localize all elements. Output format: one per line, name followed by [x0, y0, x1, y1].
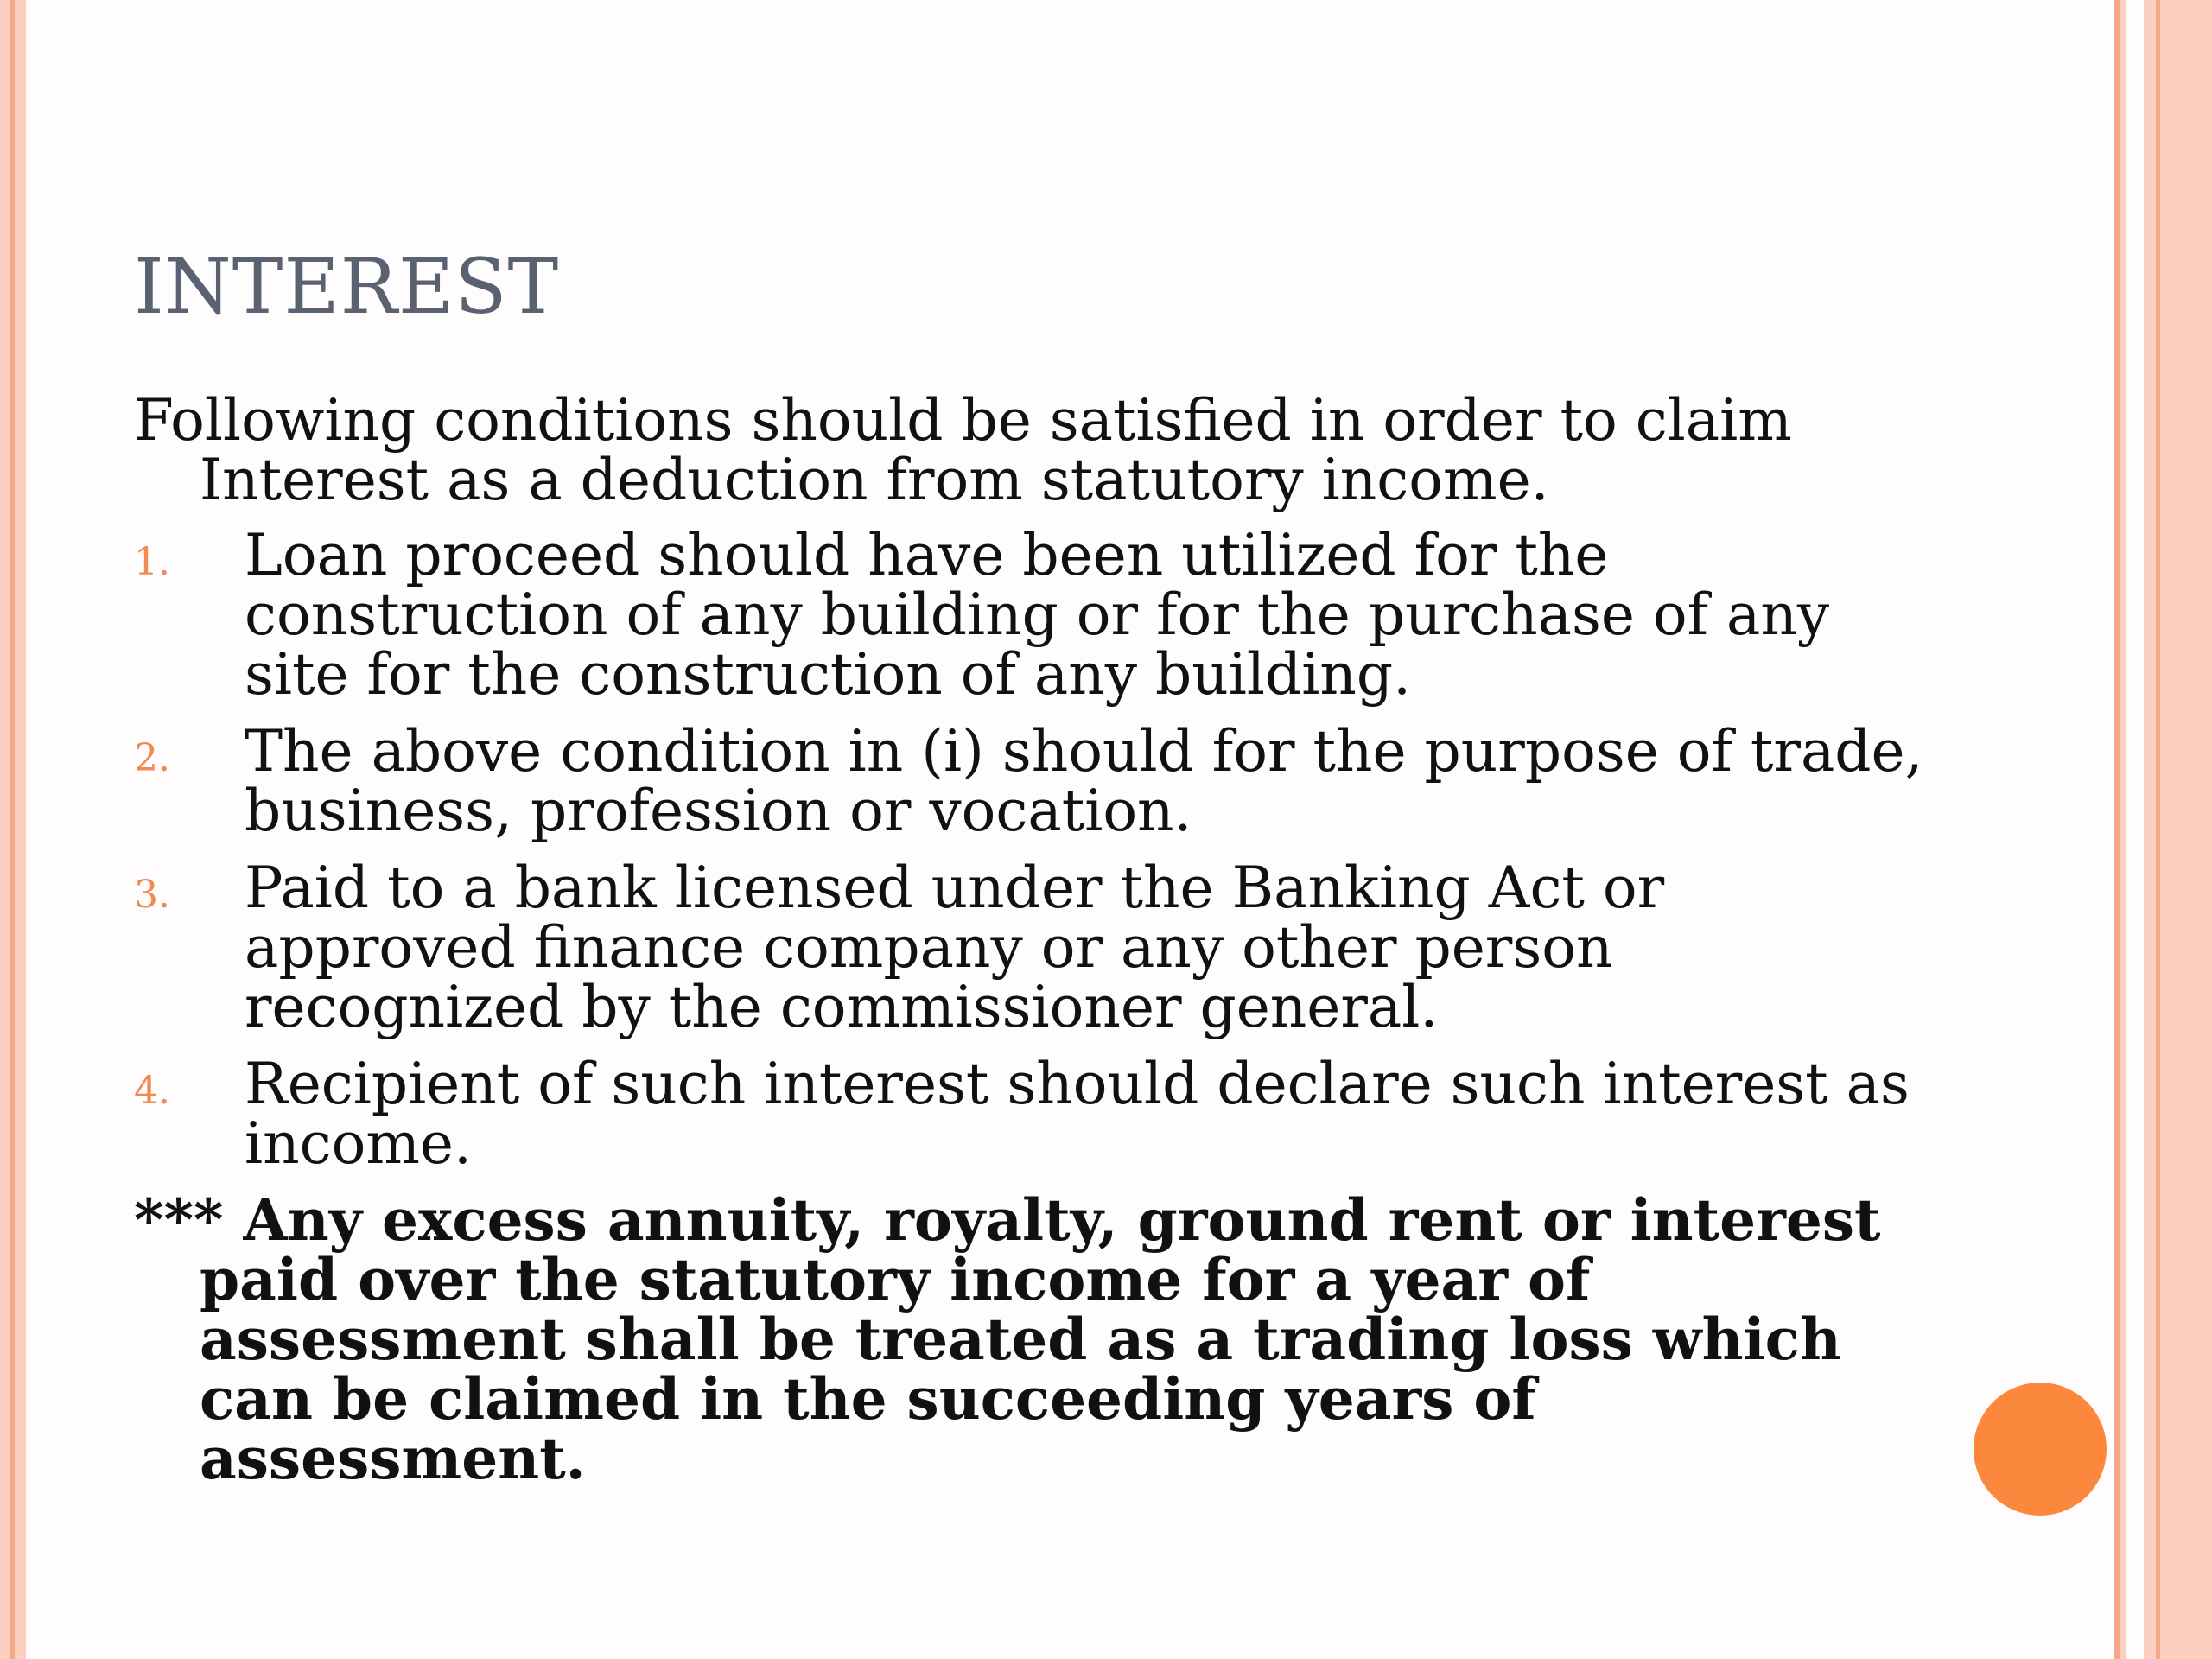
left-border-line	[10, 0, 15, 1659]
list-item-text: The above condition in (i) should for the purpose of trade, business, profession or vocation.	[245, 718, 1923, 844]
list-item	[134, 522, 1931, 708]
list-item	[134, 718, 1931, 844]
list-item-number: 2.	[134, 736, 170, 780]
list-item	[134, 855, 1931, 1040]
right-border-line-inner	[2114, 0, 2120, 1659]
list-item-text: Paid to a bank licensed under the Banking Act or approved finance company or any other person recognized by the commissioner general.	[245, 855, 1665, 1040]
list-item	[134, 1051, 1931, 1177]
list-item-text: Recipient of such interest should declare such interest as income.	[245, 1051, 1910, 1177]
intro-paragraph: Following conditions should be satisfied in order to claim Interest as a deduction from statutory income.	[134, 387, 1792, 513]
list-item-number: 3.	[134, 873, 170, 917]
slide-content	[134, 387, 1931, 1492]
right-border-decoration	[2114, 0, 2212, 1659]
accent-circle	[1974, 1382, 2107, 1516]
slide-title: INTEREST	[134, 242, 560, 331]
list-item-number: 1.	[134, 540, 170, 584]
list-item-text: Loan proceed should have been utilized for the construction of any building or for the purchase of any site for the construction of any building.	[245, 522, 1830, 708]
right-border-gap	[2126, 0, 2144, 1659]
left-border-decoration	[0, 0, 26, 1659]
right-border-line-outer	[2156, 0, 2160, 1659]
list-item-number: 4.	[134, 1069, 170, 1113]
note-paragraph: *** Any excess annuity, royalty, ground rent or interest paid over the statutory income for a year of assessment shall be treated as a trading loss which can be claimed in the succeeding years of assessment.	[134, 1186, 1881, 1492]
